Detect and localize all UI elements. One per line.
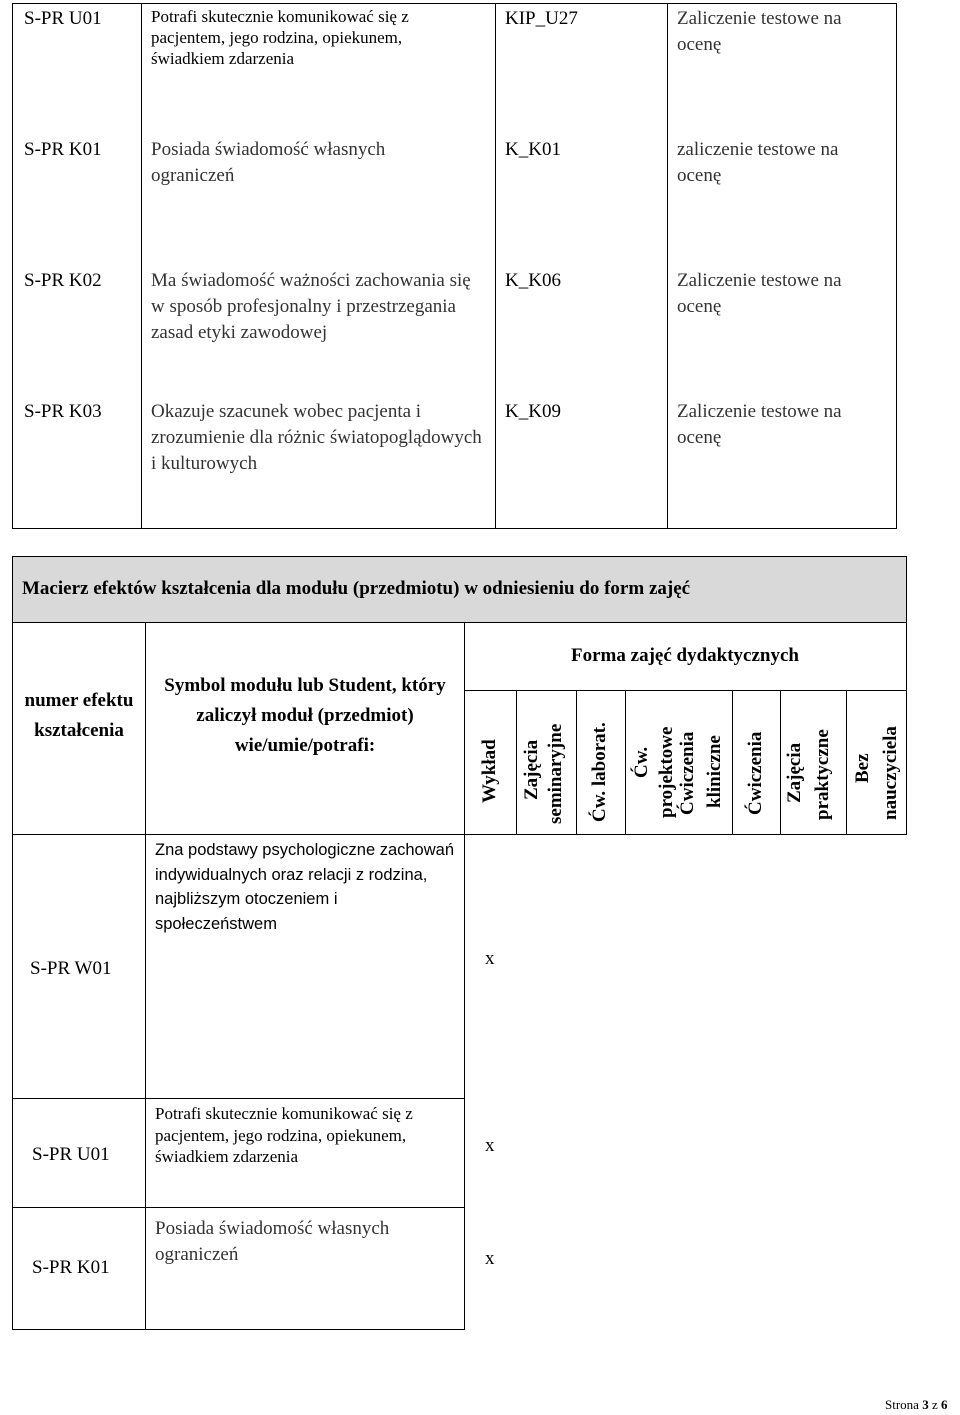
header-number: numer efektu kształcenia <box>24 690 134 741</box>
top-row-2-description: Posiada świadomość własnych ograniczeń <box>151 139 386 186</box>
top-row-1-description: Potrafi skutecznie komunikować się z pacjentem, jego rodzina, opiekunem, świadkiem zdarzenia <box>151 7 409 68</box>
col-projektowe-line1: Ćw. <box>631 746 652 778</box>
top-row-2-method: zaliczenie testowe na ocenę <box>677 139 839 186</box>
matrix-row-2-number: S-PR U01 <box>32 1144 110 1165</box>
col-praktyczne-line1: Zajęcia <box>784 742 805 803</box>
matrix-row-2-text: Potrafi skutecznie komunikować się z pacjentem, jego rodzina, opiekunem, świadkiem zdarzenia <box>155 1104 413 1166</box>
matrix-row-1-text: Zna podstawy psychologiczne zachowań indywidualnych oraz relacji z rodzina, najbliższym otoczeniem i społeczeństwem <box>155 841 455 933</box>
matrix-title: Macierz efektów kształcenia dla modułu (przedmiotu) w odniesieniu do form zajęć <box>22 578 691 599</box>
matrix-row-3-text: Posiada świadomość własnych ograniczeń <box>155 1218 390 1265</box>
page-current: 3 <box>922 1397 929 1412</box>
page-of-label: z <box>931 1397 938 1412</box>
top-row-4-symbol: S-PR K03 <box>24 401 102 422</box>
col-bez-nauczyciela-line2: nauczyciela <box>880 726 901 820</box>
col-kliniczne-line1: Ćwiczenia <box>677 731 698 815</box>
header-symbol: Symbol modułu lub Student, który zaliczył moduł (przedmiot) wie/umie/potrafi: <box>164 675 446 756</box>
col-projektowe-line2: projektowe <box>656 726 677 818</box>
top-row-2-ref: K_K01 <box>505 139 561 160</box>
col-laborat: Ćw. laborat. <box>589 722 610 822</box>
col-seminaryjne-line2: seminaryjne <box>545 723 566 824</box>
top-row-1-method: Zaliczenie testowe na ocenę <box>677 8 842 55</box>
top-row-3-method: Zaliczenie testowe na ocenę <box>677 270 842 317</box>
top-row-2-symbol: S-PR K01 <box>24 139 102 160</box>
col-wyklad: Wykład <box>479 739 500 803</box>
matrix-row-3-number: S-PR K01 <box>32 1257 110 1278</box>
col-kliniczne-line2: kliniczne <box>704 735 725 808</box>
top-row-3-ref: K_K06 <box>505 270 561 291</box>
top-row-1-ref: KIP_U27 <box>505 8 578 29</box>
top-row-3-symbol: S-PR K02 <box>24 270 102 291</box>
matrix-row-1-number: S-PR W01 <box>30 958 112 979</box>
matrix-row-3-mark: x <box>485 1248 495 1269</box>
matrix-row-1-mark: x <box>485 948 495 969</box>
top-row-3-description: Ma świadomość ważności zachowania się w sposób profesjonalny i przestrzegania zasad etyki zawodowej <box>151 270 471 343</box>
page-label: Strona <box>885 1397 919 1412</box>
top-row-4-ref: K_K09 <box>505 401 561 422</box>
top-row-1-symbol: S-PR U01 <box>24 8 102 29</box>
col-cwiczenia: Ćwiczenia <box>745 731 766 815</box>
col-seminaryjne-line1: Zajęcia <box>521 739 542 800</box>
col-bez-nauczyciela-line1: Bez <box>852 753 873 783</box>
col-praktyczne-line2: praktyczne <box>812 729 833 820</box>
forms-header: Forma zajęć dydaktycznych <box>571 645 799 666</box>
page-total: 6 <box>940 1397 948 1412</box>
matrix-row-2-mark: x <box>485 1135 495 1156</box>
top-row-4-method: Zaliczenie testowe na ocenę <box>677 401 842 448</box>
top-row-4-description: Okazuje szacunek wobec pacjenta i zrozumienie dla różnic światopoglądowych i kulturowych <box>151 401 482 474</box>
page-number <box>885 1397 947 1413</box>
